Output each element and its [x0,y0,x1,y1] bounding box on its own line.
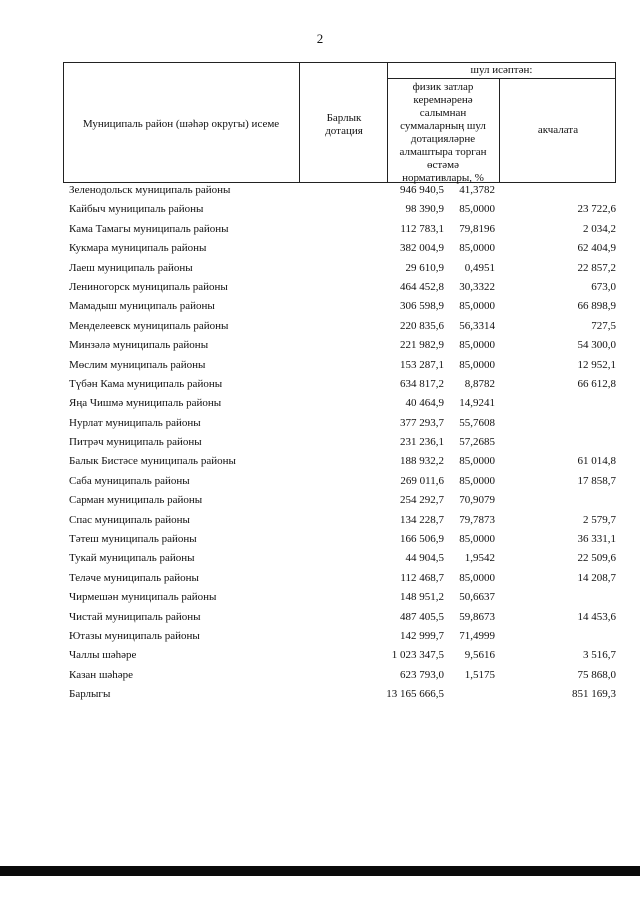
row-phys: 59,8673 [459,610,495,623]
row-phys: 70,9079 [459,494,495,507]
header-divider [387,62,388,183]
row-total: 623 793,0 [400,668,444,681]
row-equalization: 23 722,6 [577,203,616,216]
table-row [63,668,616,687]
row-equalization: 673,0 [591,280,616,293]
row-total: 1 023 347,5 [391,649,444,662]
header-name-col: Муниципаль район (шәһәр округы) исеме [82,118,280,130]
row-name: Спас муниципаль районы [69,513,190,526]
row-name: Сарман муниципаль районы [69,494,203,507]
row-total: 306 598,9 [400,300,444,313]
row-phys: 85,0000 [459,358,495,371]
row-name: Питрәч муниципаль районы [69,436,202,449]
row-phys: 85,0000 [459,571,495,584]
table-row [63,338,616,357]
row-total: 188 932,2 [400,455,444,468]
row-phys: 57,2685 [459,436,495,449]
row-equalization: 14 208,7 [577,571,616,584]
row-phys: 56,3314 [459,319,495,332]
table-row [63,454,616,473]
scan-edge [0,866,640,876]
table-row [63,319,616,338]
row-equalization: 75 868,0 [577,668,616,681]
row-name: Чистай муниципаль районы [69,610,201,623]
row-total: 221 982,9 [400,339,444,352]
row-name: Теләче муниципаль районы [69,571,199,584]
row-total: 44 904,5 [405,552,444,565]
row-name: Чирмешән муниципаль районы [69,591,217,604]
row-total: 40 464,9 [405,397,444,410]
row-phys: 14,9241 [459,397,495,410]
row-phys: 71,4999 [459,629,495,642]
table-row [63,474,616,493]
row-equalization: 62 404,9 [577,242,616,255]
row-total: 464 452,8 [400,280,444,293]
table-row [63,687,616,706]
table-row [63,396,616,415]
row-total: 946 940,5 [400,184,444,196]
row-phys: 8,8782 [464,377,495,390]
row-total: 487 405,5 [400,610,444,623]
row-name: Ютазы муниципаль районы [69,629,200,642]
row-name: Балык Бистәсе муниципаль районы [69,455,236,468]
header-equal-col: акчалата [537,124,579,136]
row-phys: 85,0000 [459,242,495,255]
row-total: 148 951,2 [400,591,444,604]
row-name: Кайбыч муниципаль районы [69,203,204,216]
row-phys: 85,0000 [459,203,495,216]
row-phys: 30,3322 [459,280,495,293]
row-phys: 79,7873 [459,513,495,526]
table-row [63,551,616,570]
row-name: Мамадыш муниципаль районы [69,300,215,313]
row-total: 29 610,9 [405,261,444,274]
row-phys: 1,5175 [464,668,495,681]
row-phys: 85,0000 [459,300,495,313]
row-total: 166 506,9 [400,533,444,546]
row-name: Казан шәһәре [69,668,134,681]
row-equalization: 66 898,9 [577,300,616,313]
row-total: 254 292,7 [400,494,444,507]
row-equalization: 14 453,6 [577,610,616,623]
row-equalization: 2 034,2 [583,222,616,235]
row-phys: 1,9542 [464,552,495,565]
table-row [63,435,616,454]
row-total: 142 999,7 [400,629,444,642]
header-divider [299,62,300,183]
header-total-col: Барлык дотация [325,112,363,137]
row-total: 634 817,2 [400,377,444,390]
row-total: 112 783,1 [400,222,444,235]
row-total: 220 835,6 [400,319,444,332]
row-equalization: 22 509,6 [577,552,616,565]
table-row [63,261,616,280]
row-phys: 85,0000 [459,455,495,468]
table-row [63,610,616,629]
row-phys: 0,4951 [464,261,495,274]
row-total: 231 236,1 [400,436,444,449]
table-row [63,358,616,377]
row-name: Тукай муниципаль районы [69,552,195,565]
table-row [63,532,616,551]
row-equalization: 727,5 [591,319,616,332]
row-name: Кукмара муниципаль районы [69,242,207,255]
row-phys: 9,5616 [464,649,495,662]
row-phys: 79,8196 [459,222,495,235]
row-equalization: 2 579,7 [583,513,616,526]
row-total: 112 468,7 [400,571,444,584]
row-phys: 50,6637 [459,591,495,604]
row-total: 377 293,7 [400,416,444,429]
row-name: Тәтеш муниципаль районы [69,533,197,546]
row-name: Менделеевск муниципаль районы [69,319,229,332]
table-row [63,416,616,435]
row-equalization: 66 612,8 [577,377,616,390]
row-name: Минзәлә муниципаль районы [69,339,209,352]
table-row [63,183,616,202]
row-equalization: 12 952,1 [577,358,616,371]
table-row [63,629,616,648]
row-equalization: 3 516,7 [583,649,616,662]
table-row [63,513,616,532]
table-row [63,648,616,667]
row-phys: 85,0000 [459,339,495,352]
header-phys-col: физик затлар керемнәренә салымнан суммаларның шул дотацияләрне алмаштыра торган өстәмә нормативлары, % [399,81,487,184]
row-name: Яңа Чишмә муниципаль районы [69,397,222,410]
header-divider [387,78,616,79]
row-name: Мөслим муниципаль районы [69,358,206,371]
page-number: 2 [316,31,324,46]
table-row [63,493,616,512]
row-phys: 41,3782 [459,184,495,196]
row-equalization: 54 300,0 [577,339,616,352]
row-name: Зеленодольск муниципаль районы [69,184,231,196]
row-total: 13 165 666,5 [386,688,444,701]
header-group-col: шул исәптән: [470,64,533,76]
row-total: 153 287,1 [400,358,444,371]
row-name: Лениногорск муниципаль районы [69,280,228,293]
row-equalization: 36 331,1 [577,533,616,546]
row-name: Саба муниципаль районы [69,474,190,487]
table-row [63,222,616,241]
row-total: 269 011,6 [400,474,444,487]
table-row [63,377,616,396]
row-equalization: 61 014,8 [577,455,616,468]
table-row [63,241,616,260]
table-row [63,280,616,299]
table-row [63,590,616,609]
row-name: Лаеш муниципаль районы [69,261,193,274]
row-total: 98 390,9 [405,203,444,216]
table-row [63,202,616,221]
row-equalization: 22 857,2 [577,261,616,274]
table-body [63,183,616,707]
table-header [63,62,616,183]
row-equalization: 851 169,3 [572,688,616,701]
header-divider [499,79,500,183]
row-total: 134 228,7 [400,513,444,526]
row-phys: 85,0000 [459,474,495,487]
row-phys: 85,0000 [459,533,495,546]
row-equalization: 17 858,7 [577,474,616,487]
row-total: 382 004,9 [400,242,444,255]
row-name: Кама Тамагы муниципаль районы [69,222,229,235]
row-name: Барлыгы [69,688,111,701]
table-row [63,299,616,318]
row-phys: 55,7608 [459,416,495,429]
row-name: Түбән Кама муниципаль районы [69,377,223,390]
table-row [63,571,616,590]
row-name: Чаллы шәһәре [69,649,137,662]
row-name: Нурлат муниципаль районы [69,416,201,429]
